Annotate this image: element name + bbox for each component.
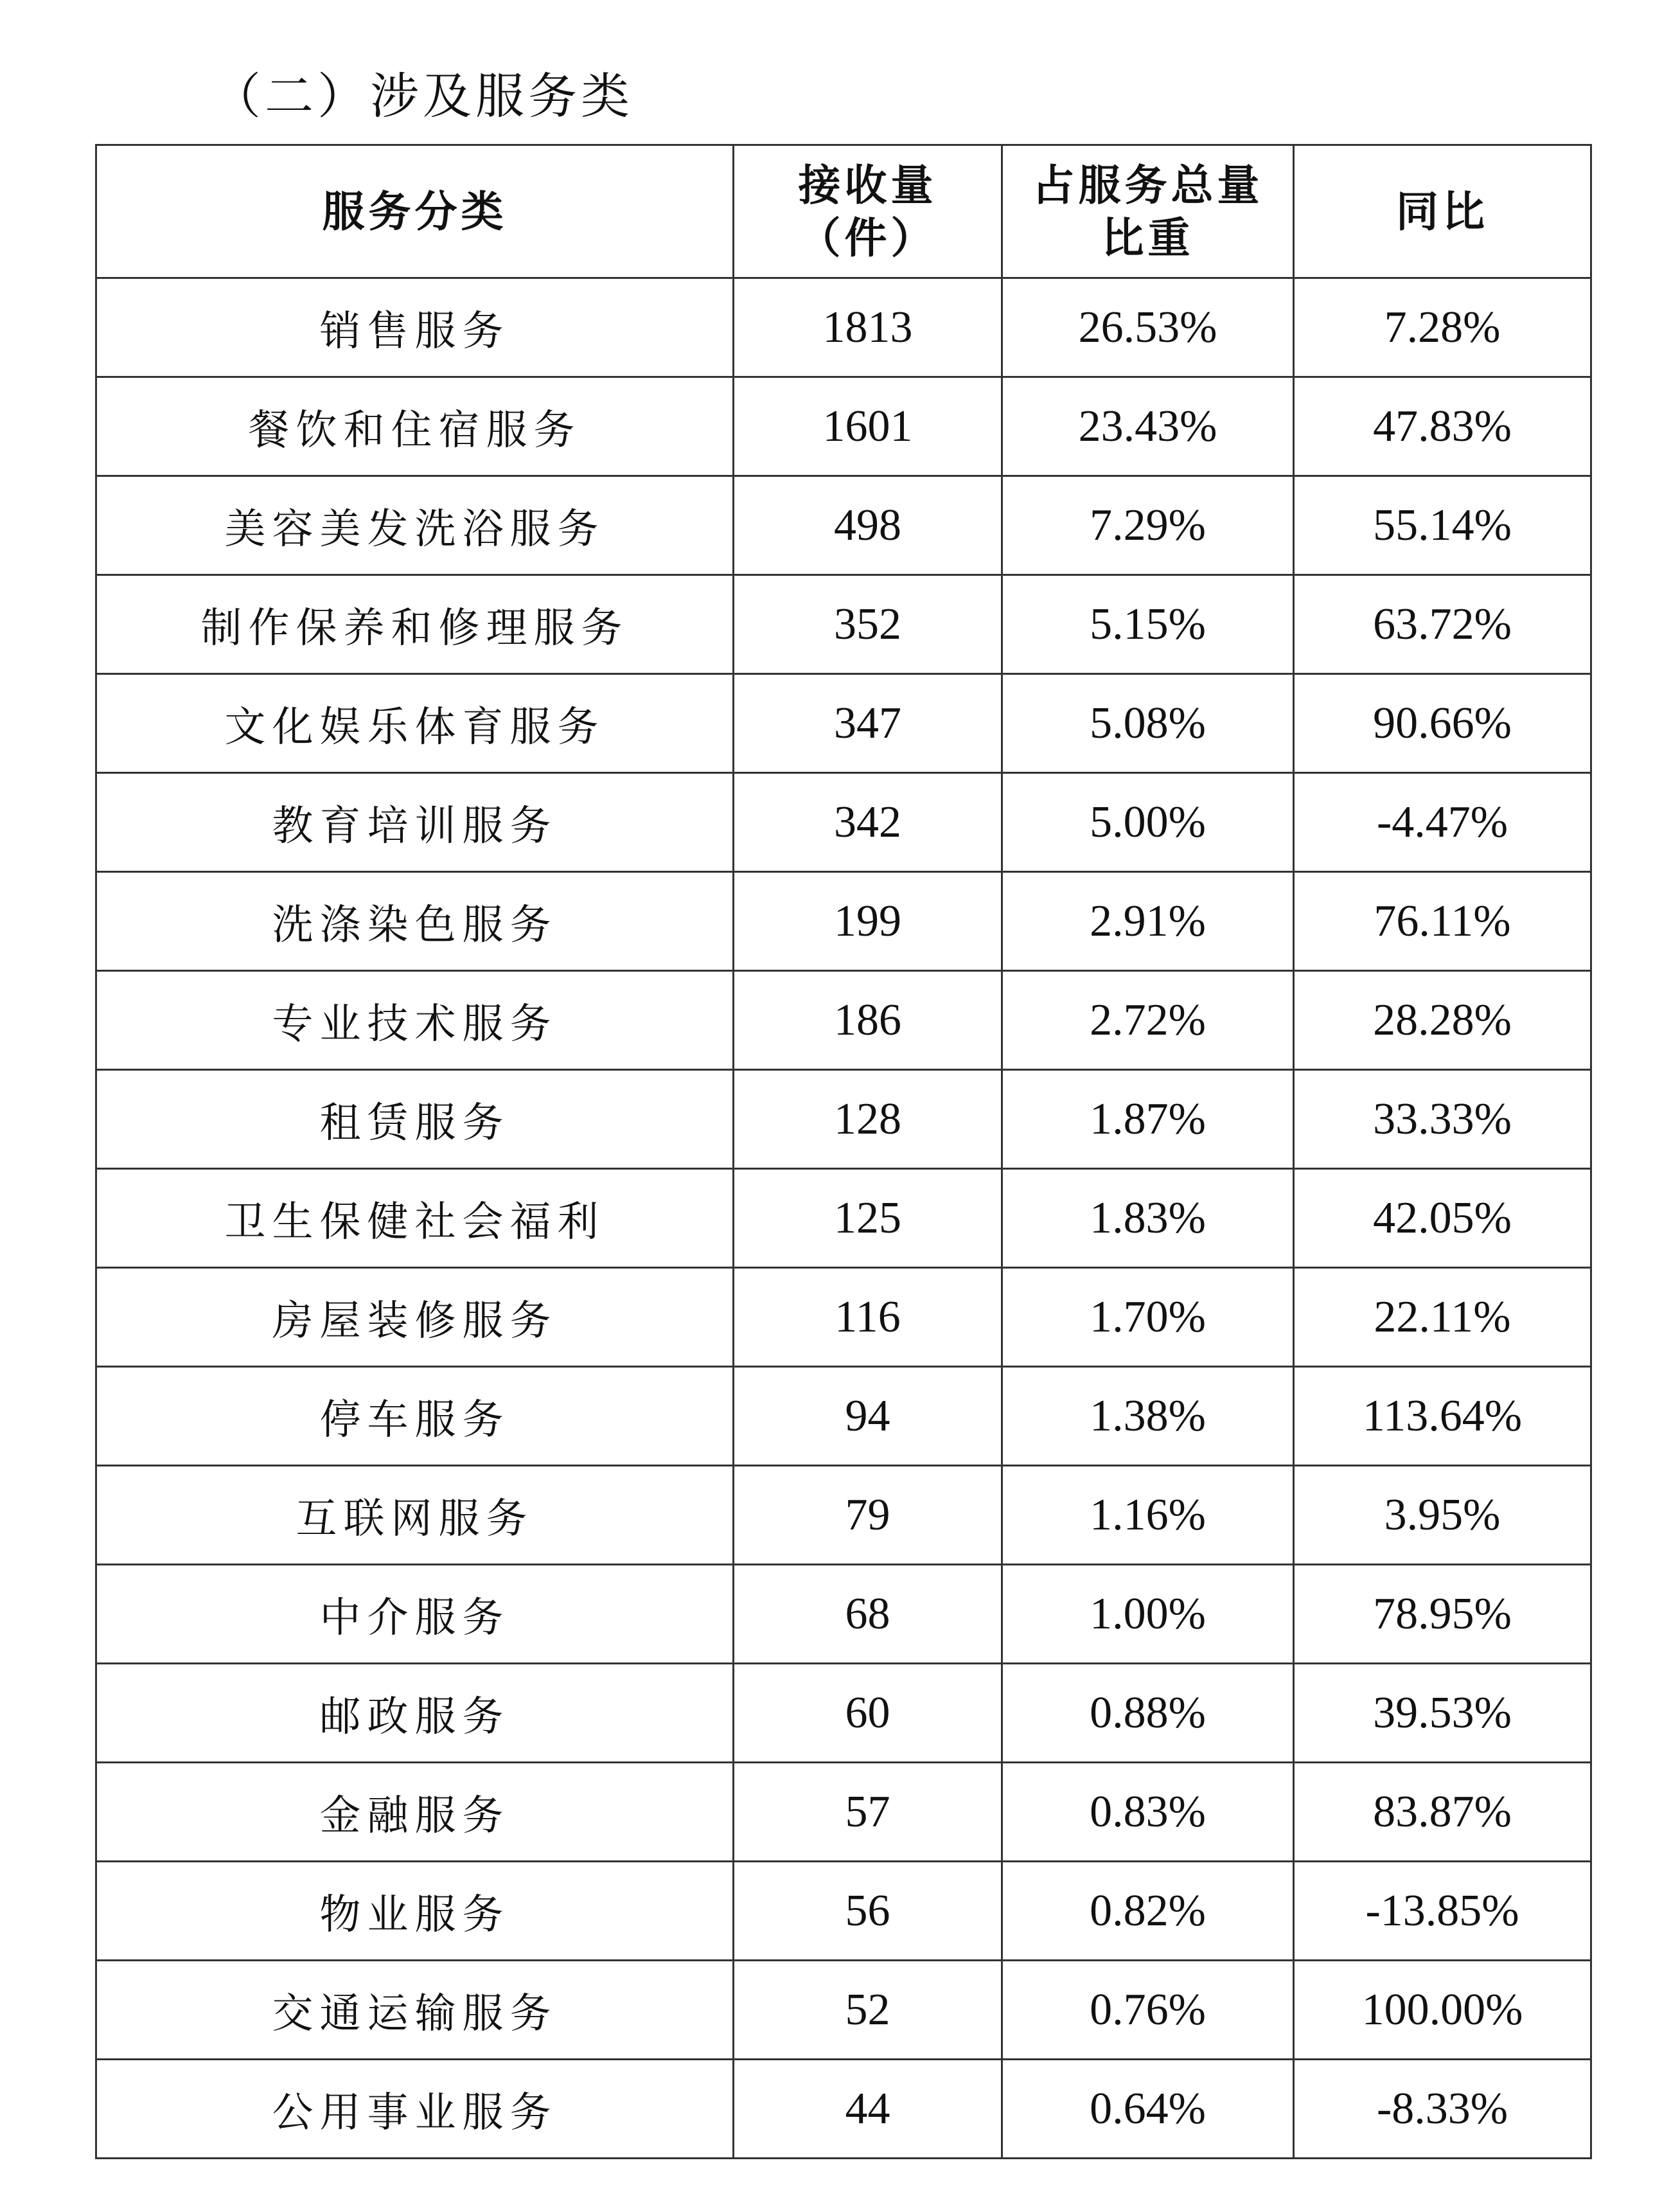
- count-cell: 1601: [734, 377, 1002, 476]
- share-cell: 5.00%: [1002, 773, 1294, 872]
- table-row: [96, 1169, 1591, 1268]
- share-cell: 26.53%: [1002, 278, 1294, 377]
- share-cell: 1.00%: [1002, 1565, 1294, 1664]
- category-cell: 租赁服务: [96, 1070, 734, 1169]
- share-cell: 2.91%: [1002, 872, 1294, 971]
- share-cell: 2.72%: [1002, 971, 1294, 1070]
- category-cell: 公用事业服务: [96, 2060, 734, 2159]
- header-category: 服务分类: [96, 145, 734, 278]
- share-cell: 5.08%: [1002, 674, 1294, 773]
- table-row: [96, 1763, 1591, 1862]
- category-cell: 金融服务: [96, 1763, 734, 1862]
- count-cell: 199: [734, 872, 1002, 971]
- yoy-cell: 63.72%: [1294, 575, 1591, 674]
- yoy-cell: 28.28%: [1294, 971, 1591, 1070]
- share-cell: 1.38%: [1002, 1367, 1294, 1466]
- table-row: [96, 1367, 1591, 1466]
- share-cell: 5.15%: [1002, 575, 1294, 674]
- count-cell: 498: [734, 476, 1002, 575]
- table-row: [96, 377, 1591, 476]
- table-row: [96, 872, 1591, 971]
- count-cell: 68: [734, 1565, 1002, 1664]
- category-cell: 邮政服务: [96, 1664, 734, 1763]
- table-row: [96, 476, 1591, 575]
- yoy-cell: 33.33%: [1294, 1070, 1591, 1169]
- count-cell: 94: [734, 1367, 1002, 1466]
- header-share: 占服务总量 比重: [1002, 145, 1294, 278]
- count-cell: 352: [734, 575, 1002, 674]
- category-cell: 餐饮和住宿服务: [96, 377, 734, 476]
- category-cell: 中介服务: [96, 1565, 734, 1664]
- count-cell: 52: [734, 1961, 1002, 2060]
- category-cell: 互联网服务: [96, 1466, 734, 1565]
- count-cell: 342: [734, 773, 1002, 872]
- category-cell: 房屋装修服务: [96, 1268, 734, 1367]
- category-cell: 教育培训服务: [96, 773, 734, 872]
- header-count: 接收量 （件）: [734, 145, 1002, 278]
- table-row: [96, 575, 1591, 674]
- count-cell: 125: [734, 1169, 1002, 1268]
- category-cell: 专业技术服务: [96, 971, 734, 1070]
- yoy-cell: 3.95%: [1294, 1466, 1591, 1565]
- yoy-cell: -13.85%: [1294, 1862, 1591, 1961]
- category-cell: 文化娱乐体育服务: [96, 674, 734, 773]
- table-row: [96, 1268, 1591, 1367]
- yoy-cell: 83.87%: [1294, 1763, 1591, 1862]
- category-cell: 物业服务: [96, 1862, 734, 1961]
- table-header-row: [96, 145, 1591, 278]
- yoy-cell: 7.28%: [1294, 278, 1591, 377]
- yoy-cell: -8.33%: [1294, 2060, 1591, 2159]
- header-yoy: 同比: [1294, 145, 1591, 278]
- share-cell: 7.29%: [1002, 476, 1294, 575]
- share-cell: 0.64%: [1002, 2060, 1294, 2159]
- share-cell: 0.83%: [1002, 1763, 1294, 1862]
- category-cell: 交通运输服务: [96, 1961, 734, 2060]
- share-cell: 23.43%: [1002, 377, 1294, 476]
- table-row: [96, 971, 1591, 1070]
- count-cell: 347: [734, 674, 1002, 773]
- share-cell: 1.83%: [1002, 1169, 1294, 1268]
- yoy-cell: 55.14%: [1294, 476, 1591, 575]
- share-cell: 0.76%: [1002, 1961, 1294, 2060]
- count-cell: 44: [734, 2060, 1002, 2159]
- yoy-cell: 113.64%: [1294, 1367, 1591, 1466]
- share-cell: 0.88%: [1002, 1664, 1294, 1763]
- count-cell: 79: [734, 1466, 1002, 1565]
- yoy-cell: 100.00%: [1294, 1961, 1591, 2060]
- category-cell: 制作保养和修理服务: [96, 575, 734, 674]
- count-cell: 57: [734, 1763, 1002, 1862]
- yoy-cell: 47.83%: [1294, 377, 1591, 476]
- count-cell: 1813: [734, 278, 1002, 377]
- table-row: [96, 1565, 1591, 1664]
- table-row: [96, 278, 1591, 377]
- yoy-cell: 22.11%: [1294, 1268, 1591, 1367]
- table-row: [96, 674, 1591, 773]
- yoy-cell: 39.53%: [1294, 1664, 1591, 1763]
- share-cell: 0.82%: [1002, 1862, 1294, 1961]
- category-cell: 洗涤染色服务: [96, 872, 734, 971]
- count-cell: 128: [734, 1070, 1002, 1169]
- table-row: [96, 1664, 1591, 1763]
- yoy-cell: -4.47%: [1294, 773, 1591, 872]
- table-row: [96, 2060, 1591, 2159]
- yoy-cell: 90.66%: [1294, 674, 1591, 773]
- section-title: （二）涉及服务类: [212, 67, 633, 125]
- yoy-cell: 78.95%: [1294, 1565, 1591, 1664]
- service-complaints-table: [95, 144, 1592, 2159]
- count-cell: 116: [734, 1268, 1002, 1367]
- table-row: [96, 1070, 1591, 1169]
- category-cell: 停车服务: [96, 1367, 734, 1466]
- table-row: [96, 1466, 1591, 1565]
- count-cell: 186: [734, 971, 1002, 1070]
- table-row: [96, 1961, 1591, 2060]
- table-row: [96, 1862, 1591, 1961]
- share-cell: 1.16%: [1002, 1466, 1294, 1565]
- yoy-cell: 42.05%: [1294, 1169, 1591, 1268]
- yoy-cell: 76.11%: [1294, 872, 1591, 971]
- table-row: [96, 773, 1591, 872]
- count-cell: 56: [734, 1862, 1002, 1961]
- category-cell: 美容美发洗浴服务: [96, 476, 734, 575]
- count-cell: 60: [734, 1664, 1002, 1763]
- category-cell: 卫生保健社会福利: [96, 1169, 734, 1268]
- category-cell: 销售服务: [96, 278, 734, 377]
- share-cell: 1.87%: [1002, 1070, 1294, 1169]
- share-cell: 1.70%: [1002, 1268, 1294, 1367]
